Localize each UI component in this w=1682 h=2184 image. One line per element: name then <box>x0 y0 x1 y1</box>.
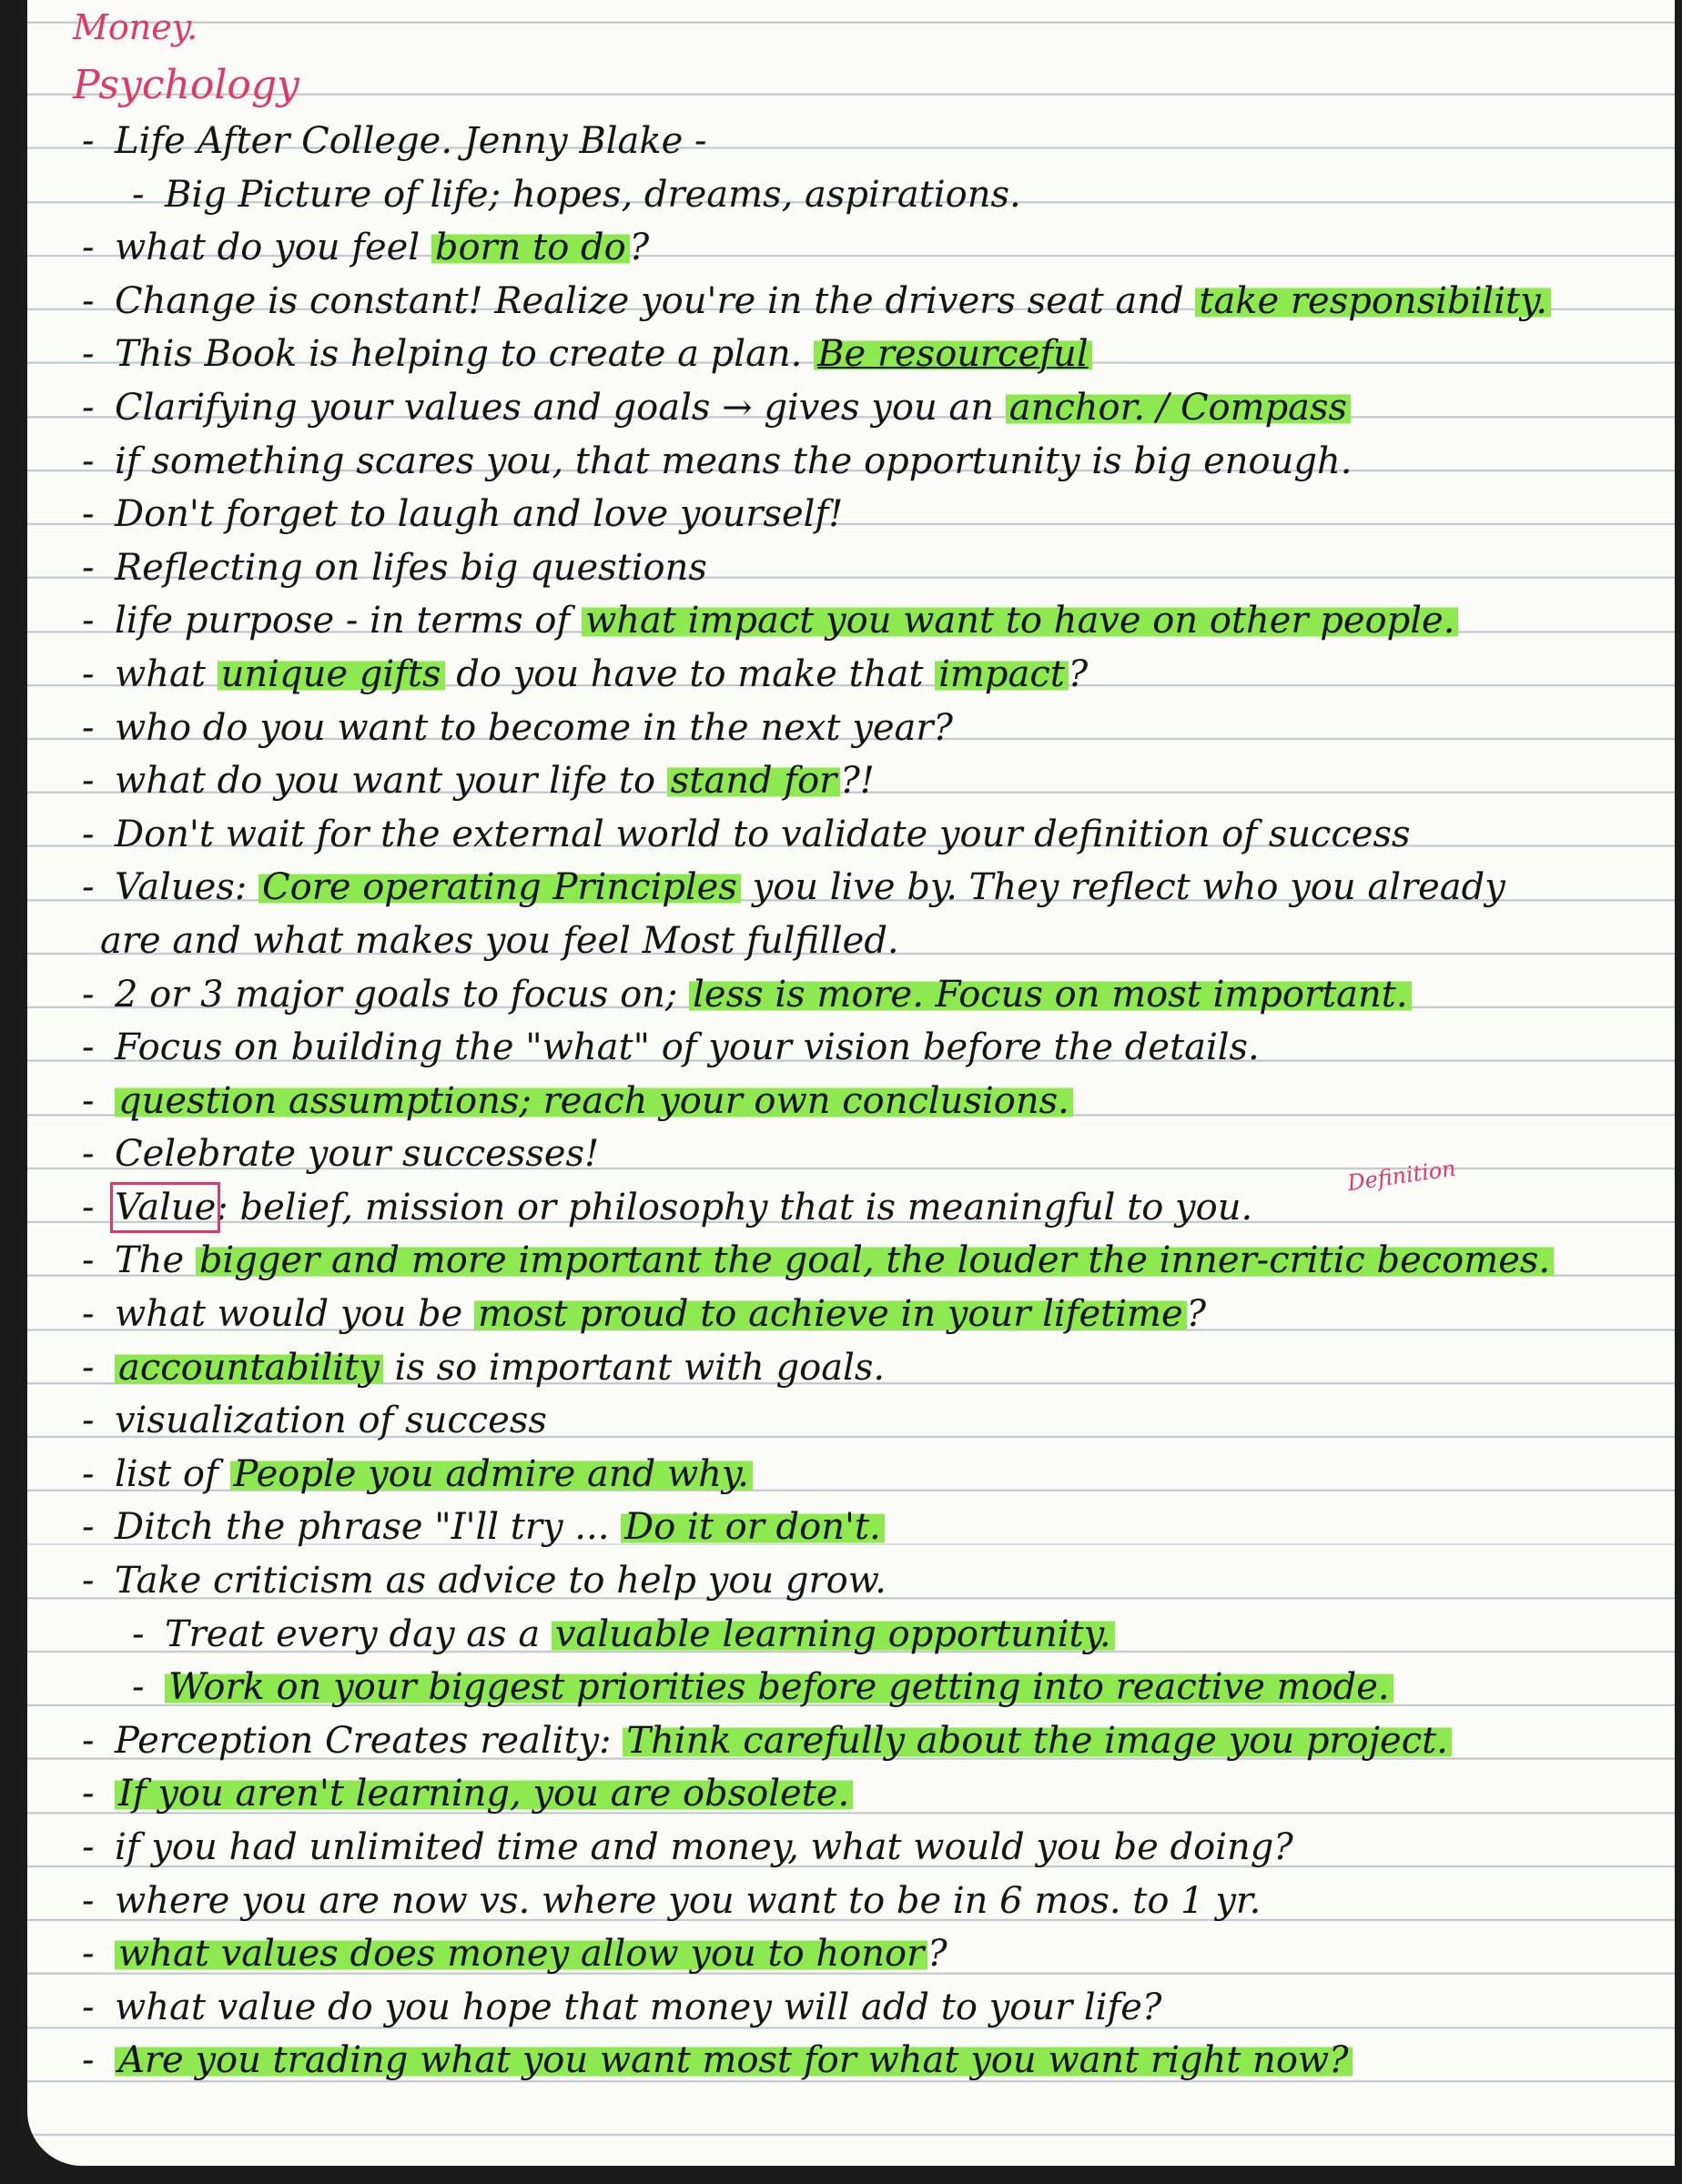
note-line <box>82 1875 1629 1928</box>
note-line <box>82 1021 1629 1075</box>
bullet-dash: - <box>82 1026 95 1069</box>
note-line <box>82 915 1629 968</box>
bullet-dash: - <box>82 120 95 162</box>
note-text: is so important with goals. <box>382 1346 886 1389</box>
bullet-dash: - <box>82 600 95 642</box>
title-psychology: Psychology <box>73 62 299 108</box>
highlighted-text: unique gifts <box>218 653 445 695</box>
note-line <box>82 754 1629 808</box>
note-text: Focus on building the "what" of your vision before the details. <box>115 1026 1260 1069</box>
bullet-dash: - <box>82 1186 95 1228</box>
note-text: Perception Creates reality: <box>115 1719 623 1762</box>
bullet-dash: - <box>82 1879 95 1922</box>
note-text: what do you feel <box>115 227 431 269</box>
note-line <box>82 648 1629 702</box>
bullet-dash: - <box>82 1239 95 1282</box>
note-text: Don't wait for the external world to validate your definition of success <box>115 813 1411 855</box>
note-line <box>82 1927 1629 1981</box>
bullet-dash: - <box>82 1293 95 1336</box>
bullet-dash: - <box>82 493 95 536</box>
note-line <box>82 1661 1629 1714</box>
note-text: Reflecting on lifes big questions <box>115 546 707 589</box>
highlighted-text: born to do <box>431 227 630 268</box>
highlighted-text: Do it or don't. <box>621 1506 885 1548</box>
note-text: visualization of success <box>115 1400 547 1442</box>
note-text: Clarifying your values and goals → gives you an <box>115 386 1006 429</box>
note-line <box>82 861 1629 915</box>
bullet-dash: - <box>82 706 95 749</box>
note-text: This Book is helping to create a plan. <box>115 333 815 376</box>
note-line <box>82 1394 1629 1448</box>
highlighted-text: take responsibility. <box>1195 280 1551 322</box>
title-money: Money. <box>73 7 198 47</box>
note-text: who do you want to become in the next year? <box>115 706 953 749</box>
bullet-dash: - <box>82 1773 95 1815</box>
note-line <box>82 1181 1629 1235</box>
bullet-dash: - <box>82 1933 95 1976</box>
margin-note-definition: Definition <box>1345 1155 1458 1197</box>
note-text: : belief, mission or philosophy that is meaningful to you. <box>216 1186 1253 1228</box>
bullet-dash: - <box>82 866 95 909</box>
note-line <box>82 1981 1629 2035</box>
highlighted-text: People you admire and why. <box>230 1453 753 1495</box>
note-line <box>82 1554 1629 1608</box>
bullet-dash: - <box>82 1826 95 1868</box>
note-line <box>82 1448 1629 1502</box>
bullet-dash: - <box>82 279 95 322</box>
note-line <box>82 381 1629 435</box>
bullet-dash: - <box>82 1346 95 1389</box>
note-text: you live by. They reflect who you already <box>740 866 1505 909</box>
highlighted-text: what values does money allow you to honor <box>115 1933 927 1975</box>
note-text: 2 or 3 major goals to focus on; <box>115 973 690 1016</box>
note-text: Treat every day as a <box>165 1613 552 1655</box>
highlighted-text: question assumptions; reach your own conclusions. <box>115 1080 1073 1122</box>
bullet-dash: - <box>82 227 95 269</box>
note-line <box>82 328 1629 381</box>
bullet-dash: - <box>132 1613 145 1655</box>
highlighted-text: accountability <box>115 1347 383 1389</box>
note-text: ?! <box>840 760 875 803</box>
highlighted-text: Are you trading what you want most for what you want right now? <box>115 2039 1353 2081</box>
bullet-dash: - <box>82 1452 95 1495</box>
bullet-dash: - <box>132 1666 145 1709</box>
note-line <box>82 1127 1629 1181</box>
boxed-term: Value <box>115 1186 217 1228</box>
bullet-dash: - <box>82 2039 95 2082</box>
bullet-dash: - <box>82 973 95 1016</box>
note-text: The <box>115 1239 196 1282</box>
bullet-dash: - <box>82 1133 95 1176</box>
bullet-dash: - <box>82 1400 95 1442</box>
note-line <box>82 115 1629 168</box>
note-line <box>82 1234 1629 1288</box>
note-line <box>82 2034 1629 2088</box>
note-text: Values: <box>115 866 259 909</box>
highlighted-text: If you aren't learning, you are obsolete. <box>115 1773 853 1815</box>
note-line <box>82 594 1629 648</box>
highlighted-text: Be resourceful <box>814 333 1092 375</box>
note-text: life purpose - in terms of <box>115 600 583 642</box>
bullet-dash: - <box>82 546 95 589</box>
highlighted-text: most proud to achieve in your lifetime <box>474 1293 1187 1335</box>
note-line <box>82 968 1629 1022</box>
bullet-dash: - <box>132 173 145 216</box>
note-line <box>82 808 1629 862</box>
highlighted-text: Core operating Principles <box>258 866 741 908</box>
highlighted-text: anchor. / Compass <box>1006 387 1351 429</box>
note-text: Ditch the phrase "I'll try ... <box>115 1506 622 1549</box>
highlighted-text: less is more. Focus on most important. <box>689 974 1411 1016</box>
highlighted-text: impact <box>935 653 1069 695</box>
note-text: what do you want your life to <box>115 760 667 803</box>
note-line <box>82 1075 1629 1128</box>
note-text: if something scares you, that means the opportunity is big enough. <box>115 440 1353 482</box>
highlighted-text: bigger and more important the goal, the louder the inner-critic becomes. <box>196 1239 1554 1281</box>
note-text: Take criticism as advice to help you grow. <box>115 1560 887 1603</box>
note-line <box>82 541 1629 595</box>
bullet-dash: - <box>82 333 95 376</box>
note-text: do you have to make that <box>444 652 936 695</box>
note-line <box>82 488 1629 541</box>
note-line <box>82 1341 1629 1395</box>
notebook-page <box>27 0 1675 2166</box>
bullet-dash: - <box>82 440 95 482</box>
note-line <box>82 275 1629 329</box>
note-text: ? <box>1068 652 1089 695</box>
note-text: ? <box>927 1933 947 1976</box>
note-text: Life After College. Jenny Blake - <box>115 120 707 162</box>
note-line <box>82 1714 1629 1768</box>
note-text: Don't forget to laugh and love yourself! <box>115 493 844 536</box>
note-line <box>82 1608 1629 1662</box>
note-text: what value do you hope that money will add to your life? <box>115 1986 1162 2028</box>
bullet-dash: - <box>82 1079 95 1122</box>
note-text: where you are now vs. where you want to be in 6 mos. to 1 yr. <box>115 1879 1262 1922</box>
note-text: ? <box>1186 1293 1207 1336</box>
note-text: Celebrate your successes! <box>115 1133 600 1176</box>
note-text: what <box>115 652 218 695</box>
note-line <box>82 221 1629 275</box>
highlighted-text: Think carefully about the image you project. <box>623 1720 1452 1762</box>
note-text: list of <box>115 1452 230 1495</box>
bullet-dash: - <box>82 760 95 803</box>
note-line <box>82 1288 1629 1341</box>
note-line <box>82 1821 1629 1875</box>
note-text: ? <box>629 227 650 269</box>
note-line <box>82 1501 1629 1554</box>
bullet-dash: - <box>82 1986 95 2028</box>
note-line <box>82 435 1629 489</box>
note-text: Change is constant! Realize you're in the drivers seat and <box>115 279 1196 322</box>
bullet-dash: - <box>82 1719 95 1762</box>
highlighted-text: stand for <box>667 760 841 802</box>
bullet-dash: - <box>82 1560 95 1603</box>
notes-list <box>82 115 1629 2088</box>
note-line <box>82 702 1629 755</box>
note-line <box>82 1767 1629 1821</box>
note-text: what would you be <box>115 1293 474 1336</box>
note-text: are and what makes you feel Most fulfilled. <box>100 919 899 962</box>
bullet-dash: - <box>82 1506 95 1549</box>
highlighted-text: Work on your biggest priorities before getting into reactive mode. <box>165 1666 1393 1708</box>
highlighted-text: valuable learning opportunity. <box>552 1613 1115 1655</box>
note-line <box>82 168 1629 222</box>
note-text: Big Picture of life; hopes, dreams, aspirations. <box>165 173 1021 216</box>
bullet-dash: - <box>82 652 95 695</box>
bullet-dash: - <box>82 386 95 429</box>
note-text: if you had unlimited time and money, what would you be doing? <box>115 1826 1293 1868</box>
highlighted-text: what impact you want to have on other people. <box>582 600 1458 642</box>
bullet-dash: - <box>82 813 95 855</box>
